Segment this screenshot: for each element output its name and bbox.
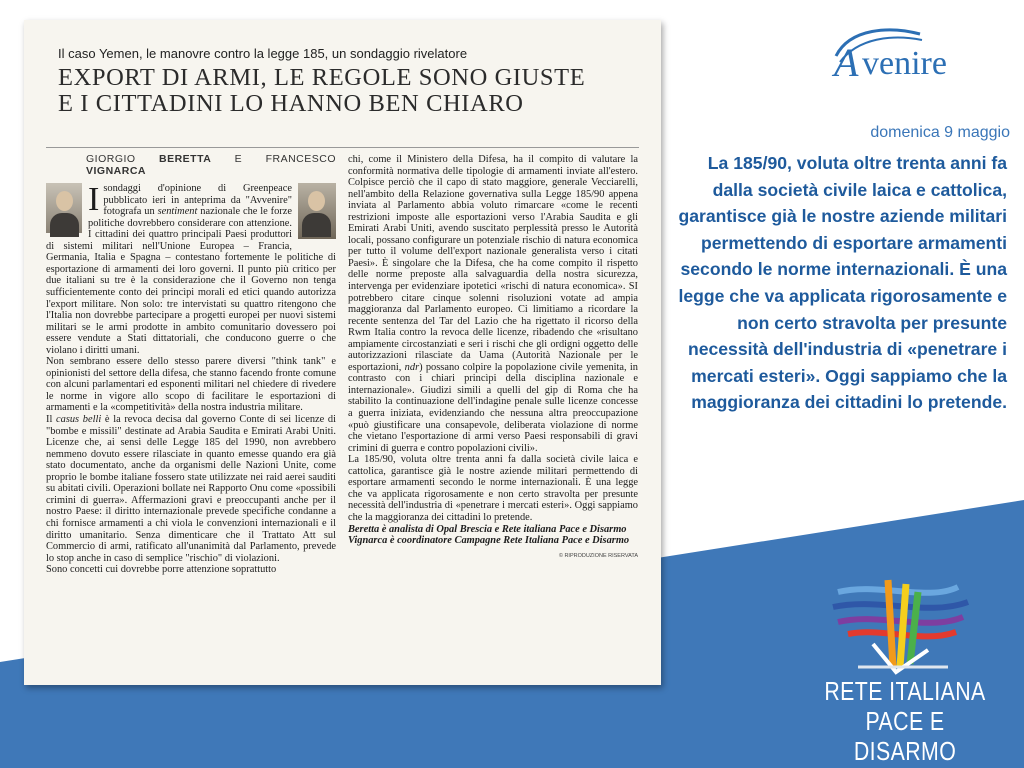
- rete-line1: RETE ITALIANA: [824, 676, 986, 706]
- rete-line2: PACE E DISARMO: [853, 706, 957, 766]
- headline-line2: E I CITTADINI LO HANNO BEN CHIARO: [58, 90, 524, 117]
- avvenire-logo: [830, 26, 1000, 86]
- article-paragraph: Sono concetti cui dovrebbe porre attenzione soprattutto: [46, 564, 277, 576]
- rete-name: [819, 676, 991, 766]
- author-vignarca: VIGNARCA: [86, 164, 147, 177]
- drop-cap: I: [88, 181, 100, 219]
- svg-text:venire: venire: [862, 45, 947, 82]
- article-paragraph: chi, come il Ministero della Difesa, ha il compito di valutare la conformità normativa delle tipologie di armamenti inviate all'estero. Colpisce perciò che il capo di stato maggiore, generale Vecciarelli, nell'ambito della Relazione governativa sulla Legge 185/90 appena inviata al Parlamento abbia voluto rimarcare «come le recenti restrizioni imposte alle esportazioni verso l'Arabia Saudita e gli Emirati Arabi Uniti, avendo suscitato perplessità presso le Autorità locali, possano configurare un potenziale rischio di natura economica per tutto il volume dell'export nazionale generalista verso i citati Paesi». È singolare che la Difesa, che ha come compito il rispetto delle norme preposte alla salvaguardia della nostra sicurezza, intervenga per evidenziare ipotetici «rischi di natura economica». SI potrebbero citare cinque solenni risoluzioni votate ad ampia maggioranza dal Parlamento europeo. Ci limitiamo a ricordare la recente sentenza del Tar del Lazio che ha rigettato il ricorso della Rwm Italia contro la revoca delle licenze, ribadendo che «risultano ampiamente circostanziati e seri i rischi che gli ordigni oggetto delle autorizzazioni rilasciate da Uama (Autorità Nazionale per le esportazioni, ndr) possano colpire la popolazione civile yemenita, in contrasto con i chiari princìpi della disciplina nazionale e internazionale». Giudizi simili a quelli del gip di Roma che ha stabilito la continuazione dell'indagine penale sulle licenze concesse a guerra iniziata, evidenziando che nessuna altra preoccupazione «può giustificare una consapevole, deliberata violazione di norme che vietano l'esportazione di armi verso Paesi responsabili di gravi crimini di guerra e contro popolazioni civili».: [348, 154, 639, 454]
- headline-line1: EXPORT DI ARMI, LE REGOLE SONO GIUSTE: [58, 64, 586, 91]
- author-beretta: BERETTA: [158, 153, 212, 165]
- newspaper-clipping: [24, 20, 661, 685]
- publication-date: domenica 9 maggio: [870, 124, 1010, 141]
- article-columns: [46, 154, 639, 576]
- article-paragraph: Il casus belli è la revoca decisa dal governo Conte di sei licenze di "bombe e missili" destinate ad Arabia Saudita e Emirati Arabi Uniti. Licenze che, ai sensi delle Legge 185 del 1990, non avrebbero nemmeno dovuto essere rilasciate in quanto emesse quando era già stato documentato, anche da organismi delle Nazioni Unite, come proprio le bombe italiane fossero state utilizzate nei raid aerei sauditi su abitati civili. Operazioni bollate nei Rapporto Onu come «possibili crimini di guerra». Affermazioni gravi e preoccupanti anche per il nostro Paese: il diritto internazionale prevede specifiche condanne a chi fornisce armamenti a chi viola le convenzioni internazionali e il diritto umanitario. Senza dimenticare che il Trattato Att sul Commercio di armi, ratificato all'unanimità dal Parlamento, prevede lo stop anche in caso di semplice "rischio" di violazioni.: [46, 414, 336, 564]
- author-note: Beretta è analista di Opal Brescia e Rete italiana Pace e Disarmo Vignarca è coordinatore Campagne Rete Italiana Pace e Disarmo: [348, 523, 630, 547]
- highlight-quote: La 185/90, voluta oltre trenta anni fa dalla società civile laica e cattolica, garantisce già le nostre aziende militari permettendo di esportare armamenti secondo le norme internazionali. È una legge che va applicata rigorosamente e non certo stravolta per presunte necessità dell'industria di «penetrare i mercati esteri». Oggi sappiamo che la maggioranza dei cittadini lo pretende.: [678, 153, 1007, 413]
- rete-pace-disarmo-logo: [818, 572, 988, 682]
- author-photo-beretta: [46, 183, 82, 233]
- copyright-note: © RIPRODUZIONE RISERVATA: [558, 552, 638, 559]
- article-paragraph: La 185/90, voluta oltre trenta anni fa dalla società civile laica e cattolica, garantisce già le nostre aziende militari permettendo di esportare armamenti secondo le norme internazionali. È una legge che va applicata rigorosamente e non certo stravolta per presunte necessità dell'industria di «penetrare i mercati esteri». Oggi sappiamo che la maggioranza dei cittadini lo pretende.: [348, 454, 638, 523]
- author-photo-vignarca: [298, 183, 336, 239]
- svg-text:A: A: [834, 40, 859, 85]
- headline-divider: [46, 147, 639, 148]
- article-column-right: [348, 154, 638, 576]
- article-headline: [58, 65, 639, 117]
- byline: GIORGIO BERETTA E FRANCESCO VIGNARCA: [86, 153, 336, 177]
- article-column-left: [46, 154, 336, 576]
- article-paragraph: I sondaggi d'opinione di Greenpeace pubblicato ieri in anteprima da "Avvenire" fotografa un sentiment nazionale che le forze politiche dovrebbero considerare con attenzione. I cittadini dei quattro principali Paesi produttori di sistemi militari nell'Unione Europea – Francia, Germania, Italia e Spagna – contestano fortemente le politiche di esportazione di armamenti dei loro governi. Il punto più critico per due italiani su tre è la considerazione che il Governo non tenga sufficientemente conto dei princìpi morali ed etici quando autorizza l'export militare. Non solo: tre intervistati su quattro ritengono che l'Italia non dovrebbe partecipare a progetti europei per nuovi sistemi militari se le armi prodotte in ambito comunitario dovessero poi essere vendute a Stati dittatoriali, che conducono guerre o che violano i diritti umani.: [46, 181, 336, 356]
- article-kicker: Il caso Yemen, le manovre contro la legge 185, un sondaggio rivelatore: [58, 46, 468, 61]
- article-paragraph: Non sembrano essere dello stesso parere diversi "think tank" e opinionisti del settore della difesa, che stanno facendo fronte comune con alcuni parlamentari ed esponenti militari nel chiedere di rivedere le norme in vigore allo scopo di facilitare le esportazioni di armamenti e la «competitività» della nostra industria militare.: [46, 356, 336, 414]
